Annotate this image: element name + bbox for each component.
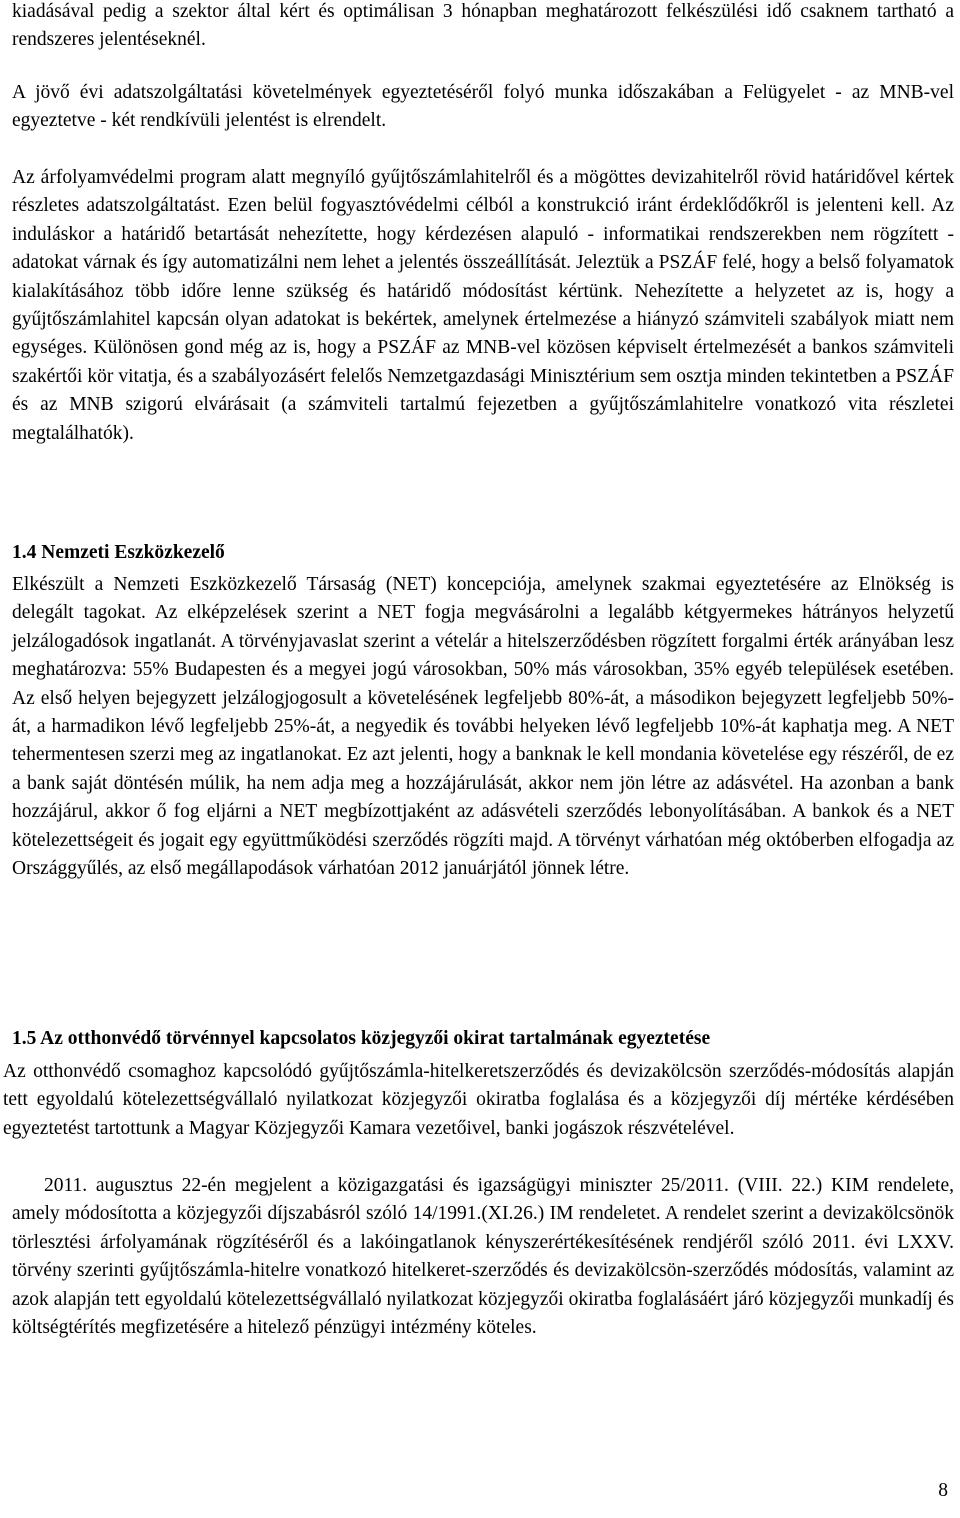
section-heading-notary: 1.5 Az otthonvédő törvénnyel kapcsolatos közjegyzői okirat tartalmának egyeztetése (12, 1028, 711, 1049)
paragraph-kim-decree: 2011. augusztus 22-én megjelent a közigazgatási és igazságügyi miniszter 25/2011. (VIII. 22.) KIM rendelete, amely módosította a közjegyzői díjszabásról szóló 14/1991.(XI.26.) IM rendeletet. A rendelet szerint a devizakölcsönök törlesztési árfolyamának rögzítéséről és a lakóingatlanok kényszerértékesítésének rendjéről szóló 2011. évi LXXV. törvény szerinti gyűjtőszámla-hitelre vonatkozó hitelkeret-szerződés és devizakölcsön-szerződés módosítás, valamint az azok alapján tett egyoldalú kötelezettségvállaló nyilatkozat közjegyzői okiratba foglalásáért járó közjegyzői munkadíj és költségtérítés megfizetésére a hitelező pénzügyi intézmény köteles. (12, 1175, 954, 1339)
page-number: 8 (938, 1480, 948, 1501)
paragraph-net-concept: Elkészült a Nemzeti Eszközkezelő Társaság (NET) koncepciója, amelynek szakmai egyeztetésére az Elnökség is delegált tagokat. Az elképzelések szerint a NET fogja megvásárolni a legalább kétgyermekes hátrányos helyzetű jelzálogadósok ingatlanát. A törvényjavaslat szerint a vételár a hitelszerződésben rögzített forgalmi érték arányában lesz meghatározva: 55% Budapesten és a megyei jogú városokban, 50% más városokban, 35% egyéb települések esetében. Az első helyen bejegyzett jelzálogjogosult a követelésének legfeljebb 80%-át, a másodikon bejegyzett legfeljebb 50%-át, a harmadikon lévő legfeljebb 25%-át, a negyedik és további helyeken lévő legfeljebb 10%-át kaphatja meg. A NET tehermentesen szerzi meg az ingatlanokat. Ez azt jelenti, hogy a banknak le kell mondania követelése egy részéről, de ez a bank saját döntésén múlik, ha nem adja meg a hozzájárulását, akkor nem jön létre az adásvétel. Ha azonban a bank hozzájárul, akkor ő fog eljárni a NET megbízottjaként az adásvételi szerződés lebonyolításában. A bankok és a NET kötelezettségeit és jogait egy együttműködési szerződés rögzíti majd. A törvényt várhatóan még októberben elfogadja az Országgyűlés, az első megállapodások várhatóan 2012 januárjától jönnek létre. (12, 574, 954, 880)
paragraph-exchange-rate-program: Az árfolyamvédelmi program alatt megnyíló gyűjtőszámlahitelről és a mögöttes devizahitelről rövid határidővel kértek részletes adatszolgáltatást. Ezen belül fogyasztóvédelmi célból a konstrukció iránt érdeklődőkről is jelenteni kell. Az induláskor a határidő betartását nehezítette, hogy kérdezésen alapuló - informatikai rendszerekben nem rögzített - adatokat várnak és így automatizálni nem lehet a jelentés összeállítását. Jeleztük a PSZÁF felé, hogy a belső folyamatok kialakításához több időre lenne szükség és határidő módosítást kértünk. Nehezítette a helyzetet az is, hogy a gyűjtőszámlahitel kapcsán olyan adatokat is bekértek, amelynek értelmezése a hiányzó számviteli szabályok miatt nem egységes. Különösen gond még az is, hogy a PSZÁF az MNB-vel közösen képviselt értelmezését a bankos számviteli szakértői kör vitatja, és a szabályozásért felelős Nemzetgazdasági Minisztérium sem osztja minden tekintetben a PSZÁF és az MNB szigorú elvárásait (a számviteli tartalmú fejezetben a gyűjtőszámlahitelre vonatkozó vita részletei megtalálhatók). (12, 167, 954, 444)
paragraph-intro-continuation: kiadásával pedig a szektor által kért és optimálisan 3 hónapban meghatározott felkészülési idő csaknem tartható a rendszeres jelentéseknél. (12, 1, 954, 51)
paragraph-notary-consultation: Az otthonvédő csomaghoz kapcsolódó gyűjtőszámla-hitelkeretszerződés és devizakölcsön szerződés-módosítás alapján tett egyoldalú kötelezettségvállaló nyilatkozat közjegyzői okiratba foglalása és a közjegyzői díj mértéke kérdésében egyeztetést tartottunk a Magyar Közjegyzői Kamara vezetőivel, banki jogászok részvételével. (3, 1061, 954, 1139)
paragraph-extra-reports: A jövő évi adatszolgáltatási követelmények egyeztetéséről folyó munka időszakában a Felügyelet - az MNB-vel egyeztetve - két rendkívüli jelentést is elrendelt. (12, 82, 954, 132)
section-heading-net: 1.4 Nemzeti Eszközkezelő (12, 542, 225, 563)
